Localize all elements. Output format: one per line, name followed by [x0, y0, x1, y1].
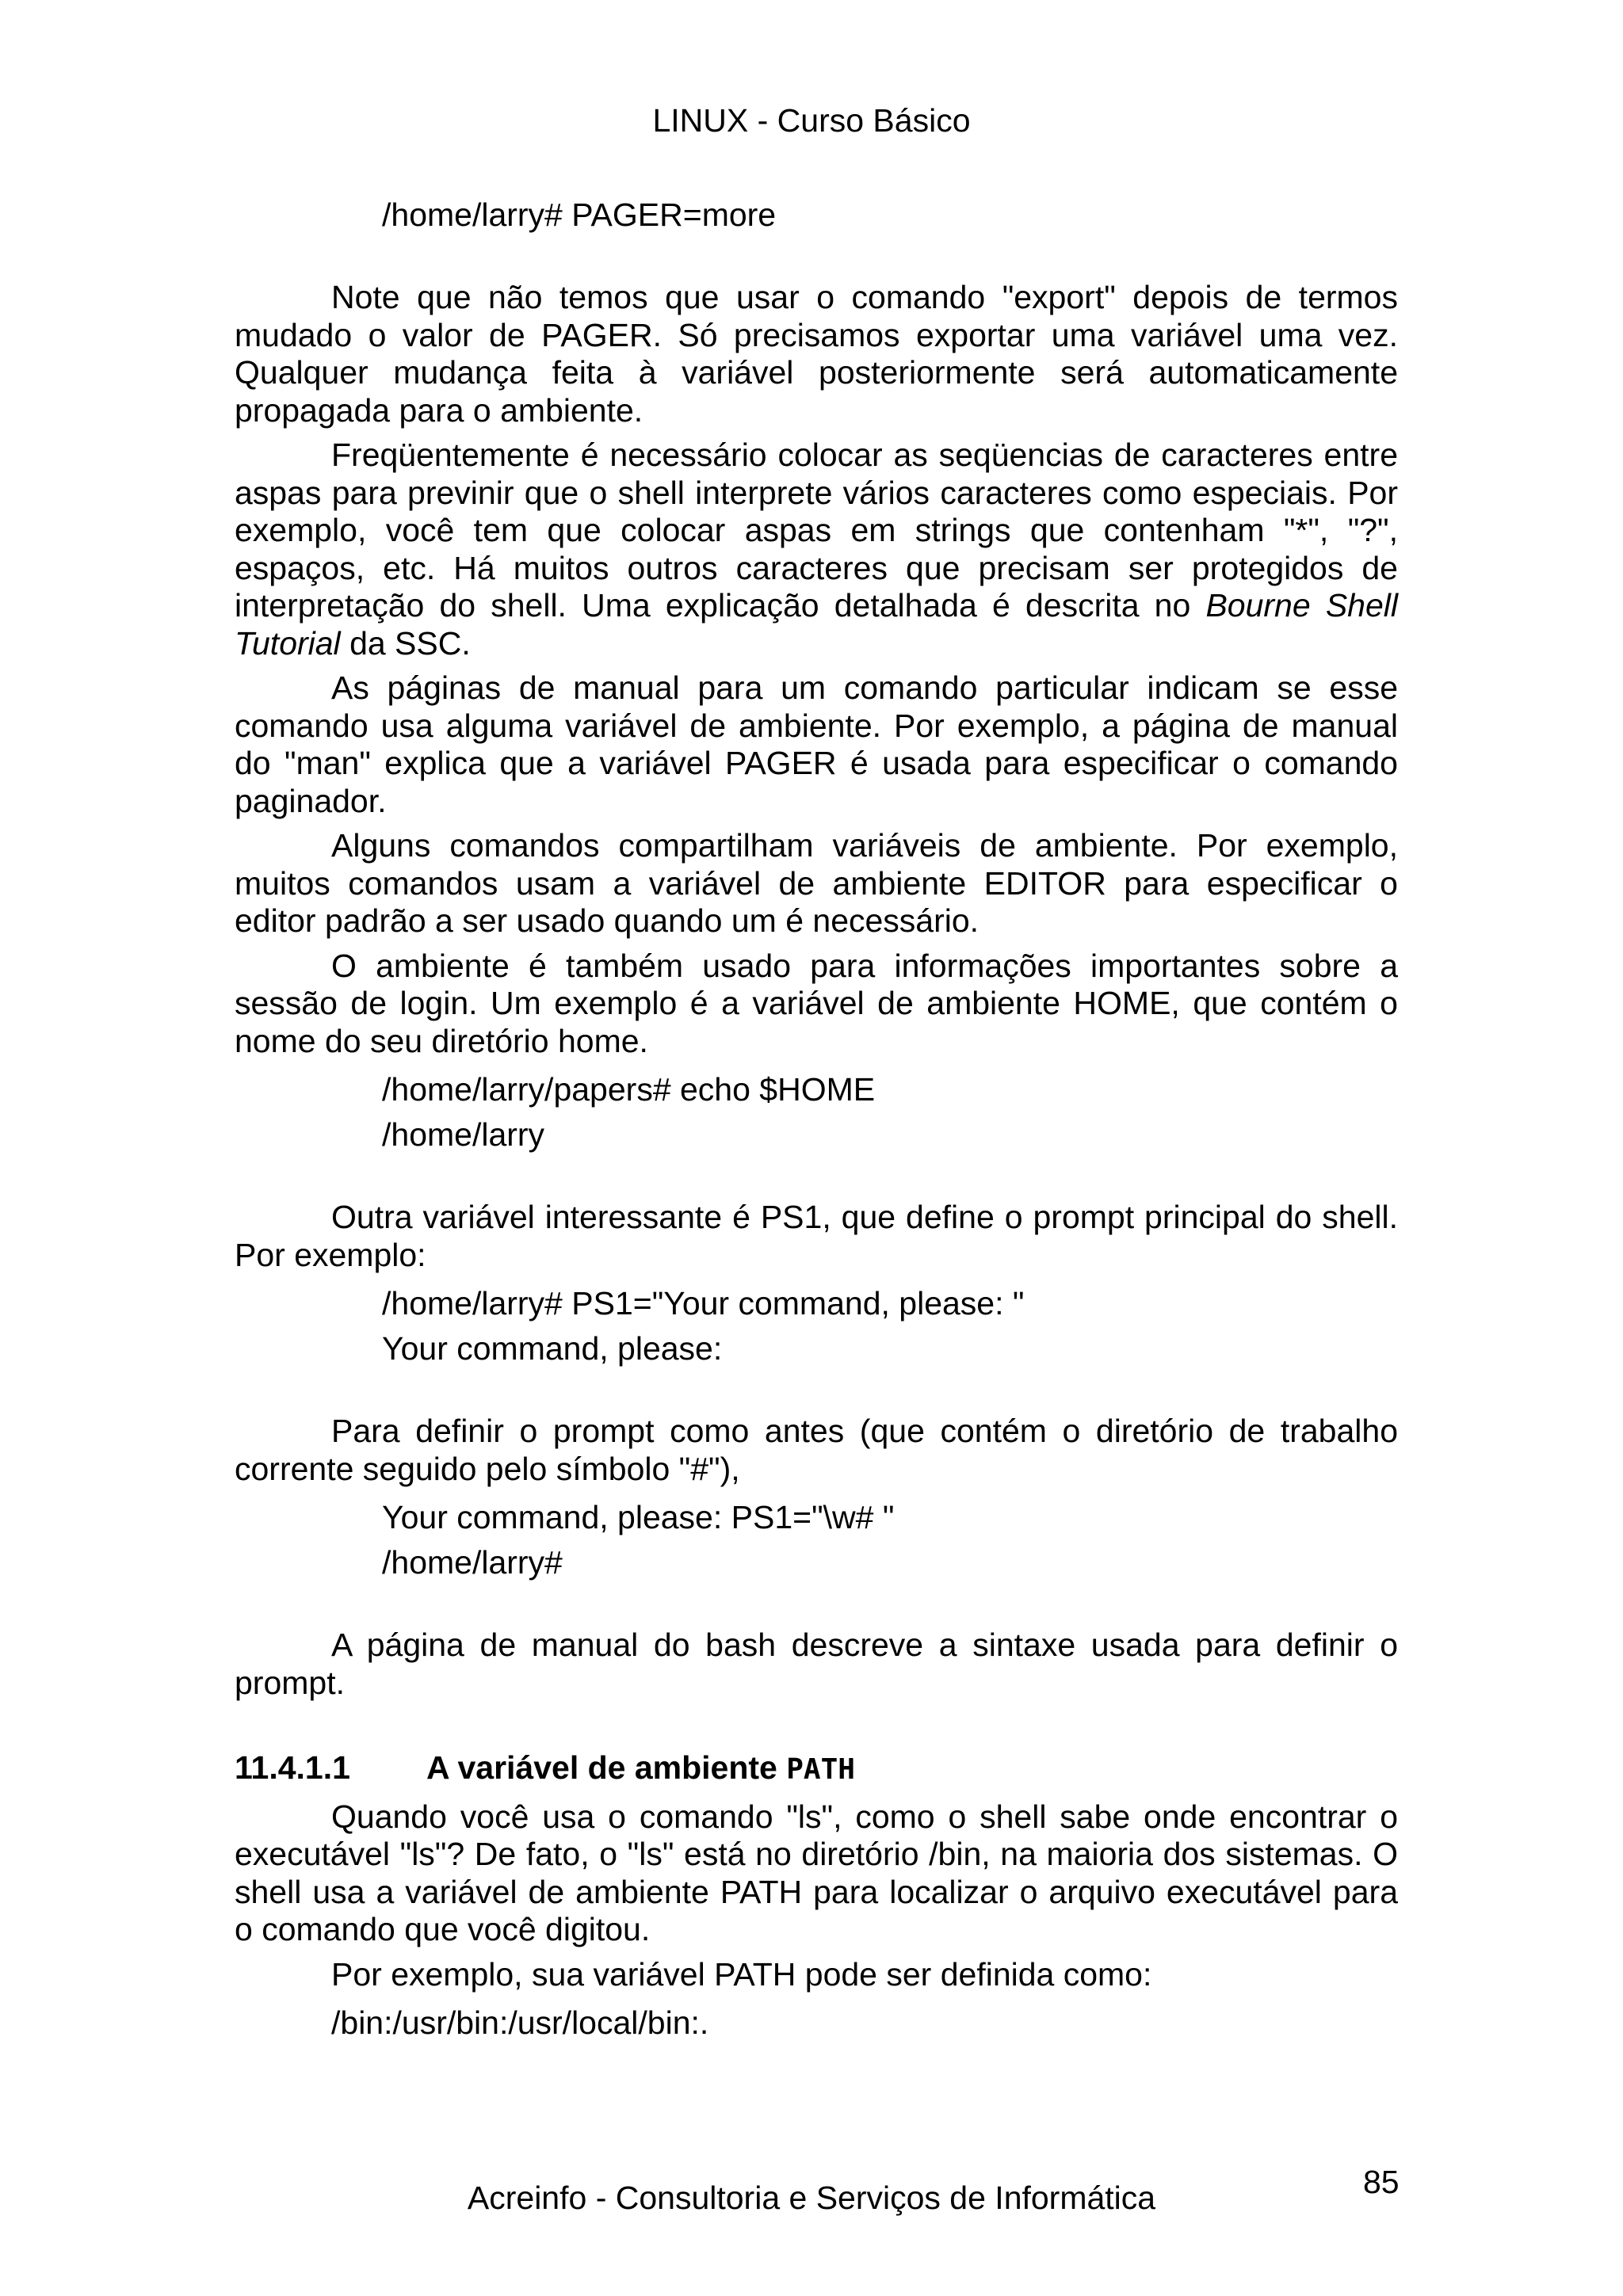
paragraph-ls-lookup: Quando você usa o comando "ls", como o shell sabe onde encontrar o executável "ls"? De fato, o "ls" está no diretório /bin, na maioria dos sistemas. O shell usa a variável de ambiente PATH para localizar o arquivo executável para o comando que você digitou.	[235, 1798, 1398, 1947]
code-line-pager: /home/larry# PAGER=more	[382, 196, 777, 233]
paragraph-quoting-text: Freqüentemente é necessário colocar as seqüencias de caracteres entre aspas para previnir que o shell interprete vários caracteres como especiais. Por exemplo, você tem que colocar aspas em strings que contenham "*", "?", espaços, etc. Há muitos outros caracteres que precisam ser protegidos de interpretação do shell. Uma explicação detalhada é descrita no	[235, 437, 1398, 624]
code-line-home-result: /home/larry	[382, 1116, 545, 1153]
section-heading	[235, 1749, 1398, 1789]
code-line-ps1-set: /home/larry# PS1="Your command, please: "	[382, 1285, 1025, 1322]
section-number: 11.4.1.1	[235, 1749, 350, 1786]
paragraph-quoting-end: da SSC.	[340, 624, 471, 662]
section-title-code: PATH	[786, 1753, 855, 1786]
section-title-text: A variável de ambiente	[426, 1749, 787, 1786]
page-footer: Acreinfo - Consultoria e Serviços de Informática	[467, 2180, 1156, 2216]
code-line-echo-home: /home/larry/papers# echo $HOME	[382, 1071, 876, 1108]
paragraph-bash-manual: A página de manual do bash descreve a sintaxe usada para definir o prompt.	[235, 1627, 1398, 1701]
page-number: 85	[1363, 2164, 1400, 2200]
page-header: LINUX - Curso Básico	[652, 102, 971, 139]
section-title	[426, 1749, 855, 1789]
paragraph-export: Note que não temos que usar o comando "export" depois de termos mudado o valor de PAGER. Só precisamos exportar uma variável uma vez. Qualquer mudança feita à variável posteriormente será automaticamente propagada para o ambiente.	[235, 279, 1398, 429]
code-line-ps1-result: Your command, please:	[382, 1330, 723, 1367]
code-line-ps1-reset-result: /home/larry#	[382, 1544, 563, 1581]
bourne-shell-tutorial-title: Bourne Shell Tutorial	[235, 587, 1398, 662]
paragraph-shared-variables: Alguns comandos compartilham variáveis de ambiente. Por exemplo, muitos comandos usam a variável de ambiente EDITOR para especificar o editor padrão a ser usado quando um é necessário.	[235, 827, 1398, 939]
paragraph-quoting	[235, 437, 1398, 662]
code-line-path-value: /bin:/usr/bin:/usr/local/bin:.	[331, 2004, 709, 2041]
paragraph-reset-prompt: Para definir o prompt como antes (que contém o diretório de trabalho corrente seguido pelo símbolo "#"),	[235, 1413, 1398, 1487]
page-body	[235, 193, 1398, 2046]
code-line-ps1-reset: Your command, please: PS1="\w# "	[382, 1499, 895, 1535]
paragraph-ps1: Outra variável interessante é PS1, que define o prompt principal do shell. Por exemplo:	[235, 1199, 1398, 1273]
paragraph-manual-pages: As páginas de manual para um comando particular indicam se esse comando usa alguma variável de ambiente. Por exemplo, a página de manual do "man" explica que a variável PAGER é usada para especificar o comando paginador.	[235, 669, 1398, 819]
paragraph-home-variable: O ambiente é também usado para informações importantes sobre a sessão de login. Um exemplo é a variável de ambiente HOME, que contém o nome do seu diretório home.	[235, 947, 1398, 1059]
paragraph-path-example: Por exemplo, sua variável PATH pode ser definida como:	[331, 1955, 1152, 1993]
